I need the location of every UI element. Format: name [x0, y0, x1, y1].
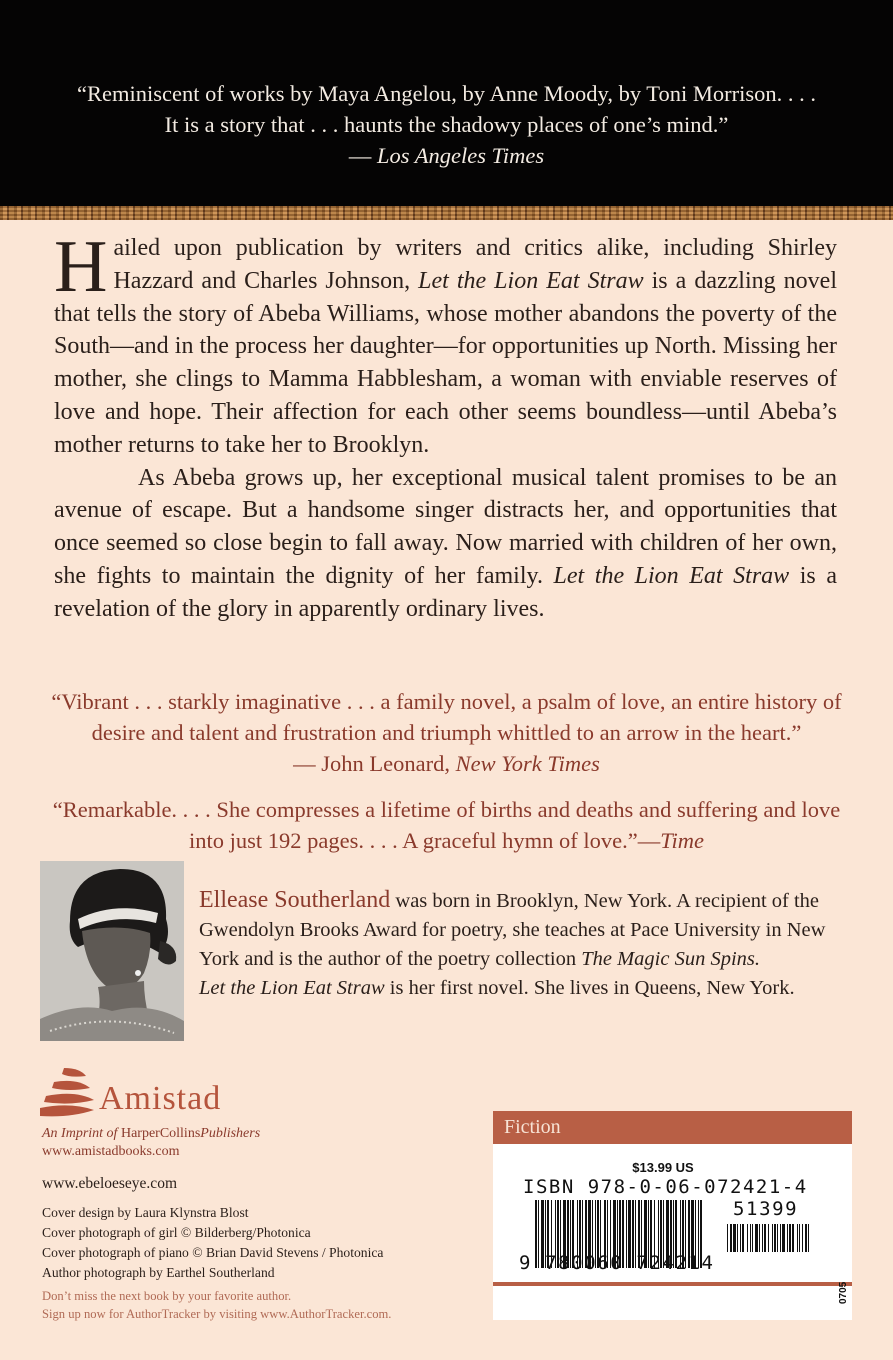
top-quote-line1: “Reminiscent of works by Maya Angelou, by Anne Moody, by Toni Morrison. . . . [77, 81, 816, 106]
price: $13.99 US [632, 1160, 694, 1175]
attribution-source: Los Angeles Times [377, 143, 545, 168]
author-portrait-illustration [40, 861, 184, 1041]
credit-line: Author photograph by Earthel Southerland [42, 1265, 275, 1280]
review-text: into just 192 pages. . . . A graceful hymn of love.”— [189, 828, 661, 853]
decorative-texture-strip [0, 206, 893, 220]
barcode-bar [799, 1224, 800, 1252]
bio-text: is her first novel. She lives in Queens, New York. [384, 977, 795, 999]
barcode-bar [759, 1224, 760, 1252]
credit-line: Cover photograph of girl © Bilderberg/Photonica [42, 1225, 311, 1240]
top-quote-line2: It is a story that . . . haunts the shadowy places of one’s mind.” [164, 112, 729, 137]
novel-title: Let the Lion Eat Straw [199, 977, 385, 999]
synopsis-text: is a dazzling novel that tells the story of Abeba Williams, whose mother abandons the poverty of the South—and in the process her daughter—for opportunities up North. Missing her mother, she clings to Mamma Habblesham, a woman with enviable reserves of love and hope. Their affection for each other seems boundless—until Abeba’s mother returns to take her to Brooklyn. [54, 267, 837, 458]
author-name: Ellease Southerland [199, 887, 391, 913]
barcode-bar [789, 1224, 791, 1252]
barcode-bar [727, 1224, 728, 1252]
synopsis-text: ailed upon publication by writers and critics alike, including Shirley Hazzard and Charles Johnson, [113, 235, 837, 294]
barcode-bar [792, 1224, 794, 1252]
barcode-panel [493, 1144, 852, 1320]
barcode-bar [764, 1224, 766, 1252]
barcode-bar [808, 1224, 809, 1252]
synopsis-paragraph-1 [54, 226, 837, 462]
poetry-collection-title: The Magic Sun Spins. [581, 948, 761, 970]
author-bio [199, 886, 839, 1003]
barcode-bar [737, 1224, 738, 1252]
barcode-bar [774, 1224, 776, 1252]
barcode-bar [730, 1224, 732, 1252]
barcode-rule [493, 1282, 852, 1286]
credits [42, 1203, 383, 1283]
book-title: Let the Lion Eat Straw [553, 562, 790, 589]
drop-cap: H [54, 226, 108, 308]
barcode-bar [768, 1224, 769, 1252]
review-line [20, 825, 873, 856]
ean-digits: 9 780060 724214 [519, 1252, 715, 1274]
barcode-bar [747, 1224, 748, 1252]
barcode-bar [797, 1224, 798, 1252]
publisher-logo-text: Amistad [99, 1080, 222, 1117]
imprint-prefix: An Imprint of [42, 1126, 121, 1141]
category-label: Fiction [493, 1111, 852, 1144]
barcode-bar [777, 1224, 778, 1252]
barcode-bar [762, 1224, 763, 1252]
barcode-bar [755, 1224, 758, 1252]
book-title: Let the Lion Eat Straw [418, 267, 644, 294]
barcode-bar [733, 1224, 736, 1252]
bio-text: was born in Brooklyn, New York. A recipient of the Gwendolyn Brooks Award for poetry, she teaches at Pace University in New York and is the author of the poetry collection [199, 890, 826, 970]
synopsis-text: As Abeba grows up, her exceptional musical talent promises to be an avenue of escape. But a handsome singer distracts her, and opportunities that once seemed so close begin to fall away. Now married with children of her own, she fights to maintain the dignity of her family. [54, 464, 837, 589]
review-line: “Remarkable. . . . She compresses a lifetime of births and deaths and suffering and love [52, 797, 841, 822]
top-quote-attribution [0, 140, 893, 171]
isbn: ISBN 978-0-06-072421-4 [523, 1176, 808, 1198]
review-source: Time [660, 828, 704, 853]
barcode-bar [782, 1224, 785, 1252]
review-john-leonard [20, 686, 873, 779]
review-attribution [20, 748, 873, 779]
barcode-bar [740, 1224, 741, 1252]
credit-line: Cover design by Laura Klynstra Blost [42, 1205, 249, 1220]
synopsis-text: is a revelation of the glory in apparently ordinary lives. [54, 562, 837, 622]
imprint-publishers: Publishers [200, 1126, 261, 1141]
review-line: desire and talent and frustration and triumph whittled to an arrow in the heart.” [91, 720, 802, 745]
review-author: — John Leonard, [293, 751, 456, 776]
tracker-line: Don’t miss the next book by your favorite author. [42, 1289, 292, 1303]
review-line: “Vibrant . . . starkly imaginative . . . a family novel, a psalm of love, an entire history of [51, 689, 842, 714]
attribution-dash: — [348, 143, 377, 168]
side-code: 0705 [838, 1281, 849, 1304]
tracker-line: Sign up now for AuthorTracker by visiting www.AuthorTracker.com. [42, 1307, 392, 1321]
publisher-url[interactable]: www.amistadbooks.com [42, 1144, 180, 1159]
barcode-bar [805, 1224, 807, 1252]
barcode-bar [787, 1224, 788, 1252]
top-quote [0, 78, 893, 171]
credit-line: Cover photograph of piano © Brian David Stevens / Photonica [42, 1245, 384, 1260]
barcode-bar [742, 1224, 744, 1252]
price-addon-digits: 51399 [733, 1198, 799, 1220]
book-website[interactable]: www.ebeloeseye.com [42, 1175, 177, 1192]
synopsis-paragraph-2 [54, 462, 837, 626]
top-quote-band [0, 0, 893, 206]
synopsis [54, 226, 837, 626]
review-time [20, 794, 873, 856]
barcode-bar [802, 1224, 803, 1252]
imprint-harpercollins: HarperCollins [120, 1126, 201, 1141]
imprint-line [42, 1126, 260, 1142]
author-photo [40, 861, 184, 1041]
barcode-bar [780, 1224, 781, 1252]
barcode-bar [752, 1224, 753, 1252]
barcode-bar [772, 1224, 773, 1252]
author-tracker-notice [42, 1287, 391, 1323]
amistad-ship-icon [40, 1066, 94, 1120]
barcode-bar [750, 1224, 751, 1252]
review-source: New York Times [455, 751, 600, 776]
